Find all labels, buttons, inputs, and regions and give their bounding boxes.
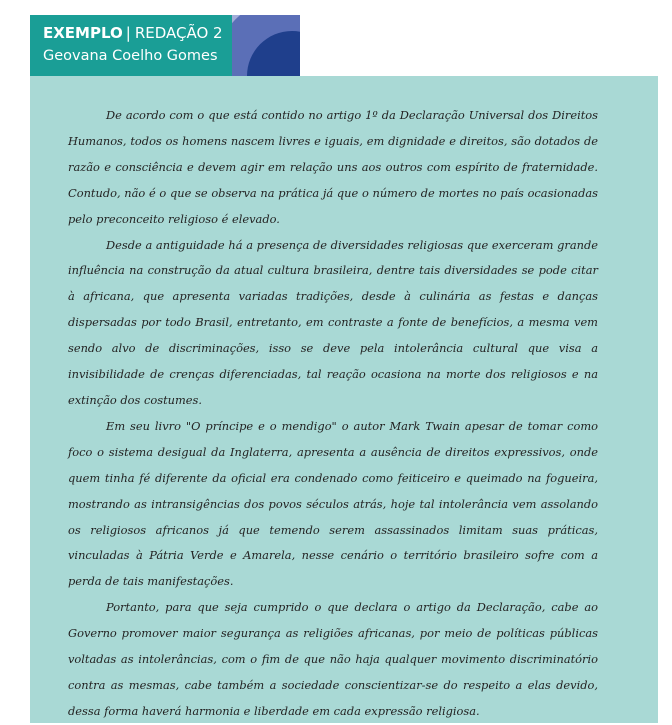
essay-body <box>68 103 598 725</box>
header-title <box>43 22 232 44</box>
header-essay-number: REDAÇÃO 2 <box>134 24 223 42</box>
header-label: EXEMPLO <box>43 24 123 42</box>
essay-paragraph-3: Em seu livro "O príncipe e o mendigo" o autor Mark Twain apesar de tomar como foco o sistema desigual da Inglaterra, apresenta a ausência de direitos expressivos, onde quem tinha fé diferente da oficial era condenado como feiticeiro e queimado na fogueira, mostrando as intransigências dos povos séculos atrás, hoje tal intolerância vem assolando os religiosos africanos já que temendo serem assassinados limitam suas práticas, vinculadas à Pátria Verde e Amarela, nesse cenário o território brasileiro sofre com a perda de tais manifestações. <box>68 418 598 589</box>
header-separator: | <box>125 24 131 42</box>
essay-paragraph-4: Portanto, para que seja cumprido o que declara o artigo da Declaração, cabe ao Governo promover maior segurança as religiões africanas, por meio de políticas públicas voltadas as intolerâncias, com o fim de que não haja qualquer movimento discriminatório contra as mesmas, cabe também a sociedade conscientizar-se do respeito a elas devido, dessa forma haverá harmonia e liberdade em cada expressão religiosa. <box>68 600 598 718</box>
author-name: Geovana Coelho Gomes <box>43 48 218 64</box>
essay-paragraph-1: De acordo com o que está contido no artigo 1º da Declaração Universal dos Direitos Humanos, todos os homens nascem livres e iguais, em dignidade e direitos, são dotados de razão e consciência e devem agir em relação uns aos outros com espírito de fraternidade. Contudo, não é o que se observa na prática já que o número de mortes no país ocasionadas pelo preconceito religioso é elevado. <box>68 108 598 226</box>
example-header <box>30 15 232 76</box>
essay-paragraph-2: Desde a antiguidade há a presença de diversidades religiosas que exerceram grande influência na construção da atual cultura brasileira, dentre tais diversidades se pode citar à africana, que apresenta variadas tradições, desde à culinária as festas e danças dispersadas por todo Brasil, entretanto, em contraste a fonte de benefícios, a mesma vem sendo alvo de discriminações, isso se deve pela intolerância cultural que visa a invisibilidade de crenças diferenciadas, tal reação ocasiona na morte dos religiosos e na extinção dos costumes. <box>68 237 598 407</box>
